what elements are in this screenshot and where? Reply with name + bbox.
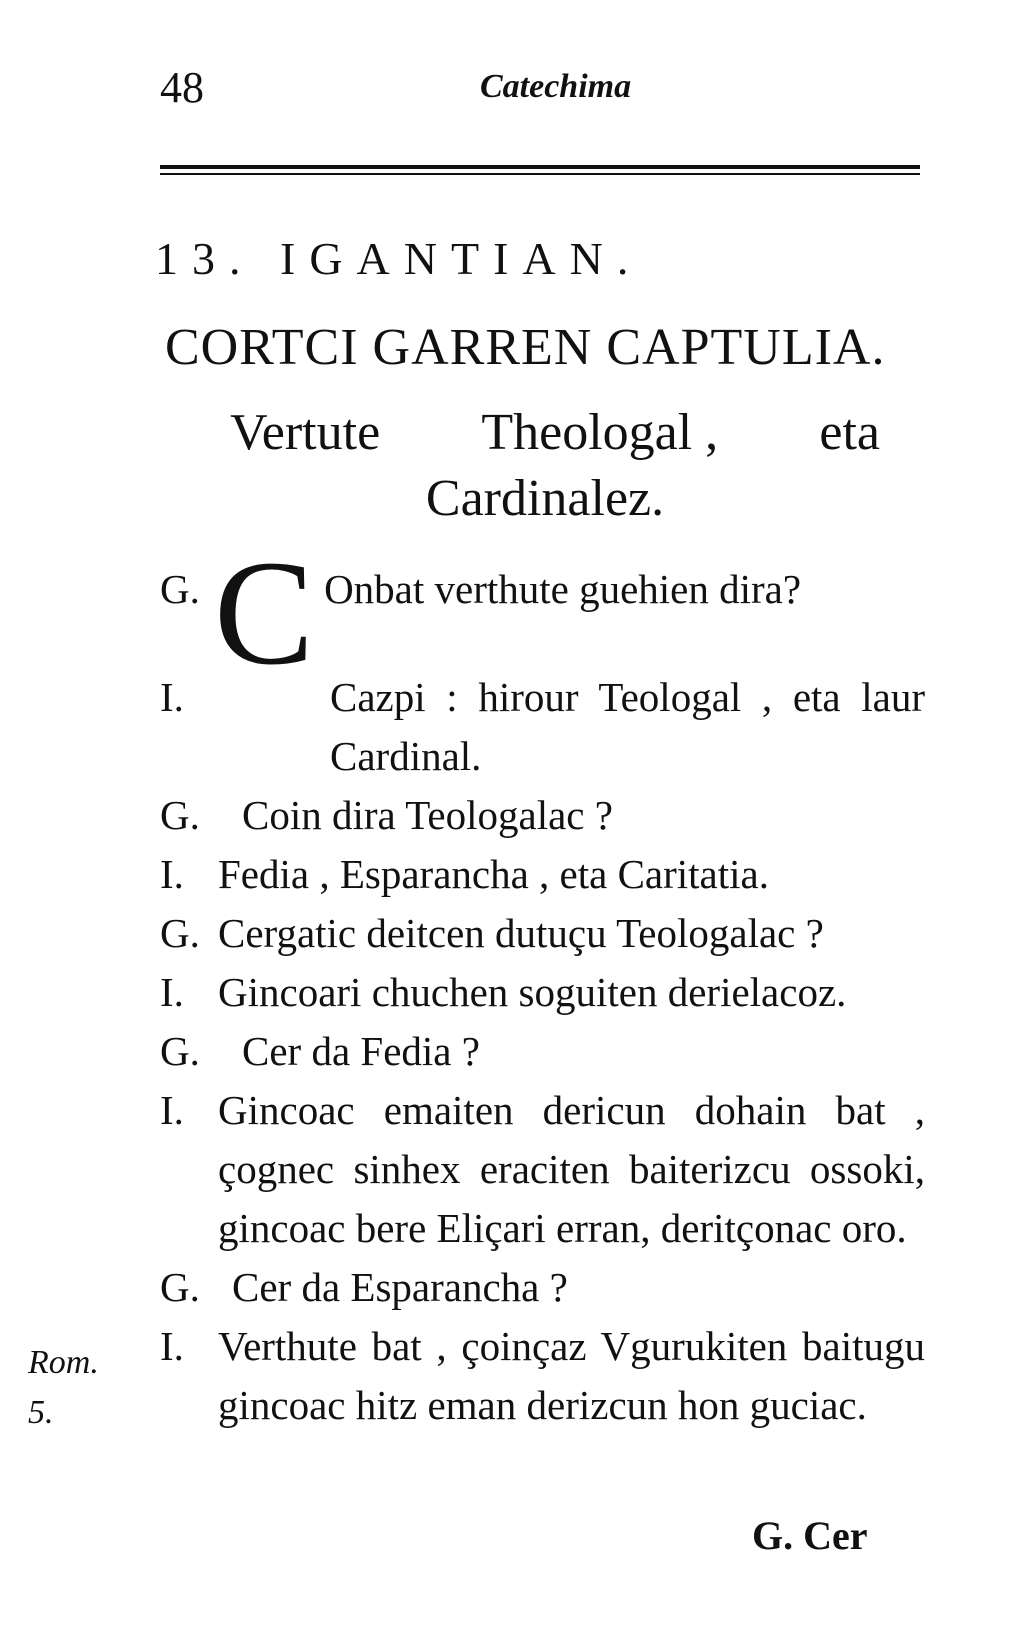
speaker-label: I. — [160, 1323, 184, 1369]
speaker-label: I. — [160, 1087, 184, 1133]
question-text: Cer da Fedia ? — [242, 1028, 480, 1074]
dialogue-entry — [160, 1081, 925, 1258]
speaker-label: G. — [160, 910, 200, 956]
answer-text: Verthute bat , çoinçaz Vgurukiten baitugu gincoac hitz eman derizcun hon guciac. — [218, 1323, 925, 1428]
answer-text: Fedia , Esparancha , eta Caritatia. — [218, 851, 769, 897]
dialogue-entry — [160, 530, 925, 696]
running-head — [160, 62, 920, 122]
page-number: 48 — [160, 63, 204, 112]
subtitle-word: Vertute — [230, 404, 381, 461]
chapter-title: CORTCI GARREN CAPTULIA. — [165, 319, 886, 376]
speaker-label: G. — [160, 792, 200, 838]
header-rule-thin — [160, 173, 920, 175]
answer-text: Gincoari chuchen soguiten derielacoz. — [218, 969, 847, 1015]
subtitle-line-1 — [150, 400, 940, 466]
dialogue-entry — [160, 1258, 925, 1317]
question-text: Cergatic deitcen dutuçu Teologalac ? — [218, 910, 824, 956]
catchword: G. Cer — [752, 1513, 868, 1558]
margin-reference — [28, 1338, 99, 1438]
chapter-subtitle — [150, 400, 940, 532]
speaker-label: I. — [160, 851, 184, 897]
section-heading: 13. IGANTIAN. — [155, 233, 643, 284]
question-text — [214, 530, 925, 696]
subtitle-word: Theologal , — [481, 404, 719, 461]
running-title: Catechima — [480, 68, 632, 105]
margin-reference-chapter: 5. — [28, 1394, 54, 1431]
dialogue-entry — [160, 845, 925, 904]
speaker-label: G. — [160, 1264, 200, 1310]
question-text: Cer da Esparancha ? — [232, 1264, 568, 1310]
answer-text: Gincoac emaiten dericun dohain bat , çognec sinhex eraciten baiterizcu ossoki, gincoac bere Eliçari erran, deritçonac oro. — [218, 1087, 925, 1251]
speaker-label: I. — [160, 969, 184, 1015]
dialogue-entry — [160, 786, 925, 845]
answer-text: Cazpi : hirour Teologal , eta laur Cardinal. — [330, 674, 925, 779]
speaker-label: I. — [160, 674, 184, 720]
margin-reference-book: Rom. — [28, 1344, 99, 1381]
header-rule — [160, 165, 920, 169]
drop-cap: C — [214, 530, 315, 696]
question-text: Coin dira Teologalac ? — [242, 792, 613, 838]
subtitle-line-2: Cardinalez. — [425, 470, 665, 527]
catechism-dialogue — [160, 530, 925, 1435]
dialogue-entry — [160, 1022, 925, 1081]
dialogue-entry — [160, 1317, 925, 1435]
dialogue-entry — [160, 668, 925, 786]
dialogue-entry — [160, 963, 925, 1022]
speaker-label: G. — [160, 1028, 200, 1074]
speaker-label: G. — [160, 566, 200, 612]
subtitle-word: eta — [819, 404, 880, 461]
entry-text: Onbat verthute guehien dira? — [324, 566, 802, 612]
dialogue-entry — [160, 904, 925, 963]
